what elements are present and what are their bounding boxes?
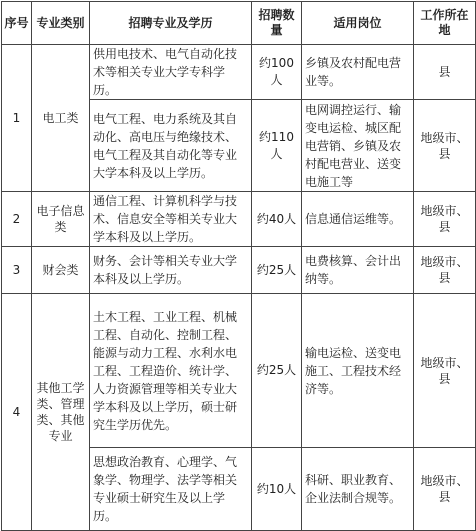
cell-position: 乡镇及农村配电营业等。 — [302, 45, 414, 100]
table-row — [2, 192, 476, 247]
header-location: 工作所在地 — [414, 2, 476, 45]
cell-count: 约25人 — [252, 294, 302, 448]
table-row — [2, 247, 476, 294]
cell-category: 电工类 — [32, 45, 90, 192]
cell-count: 约110人 — [252, 100, 302, 192]
cell-position: 输电运检、送变电施工、工程技术经济等。 — [302, 294, 414, 448]
cell-index: 3 — [2, 247, 32, 294]
cell-index: 2 — [2, 192, 32, 247]
cell-count: 约10人 — [252, 448, 302, 531]
cell-category: 其他工学类、管理类、其他专业 — [32, 294, 90, 531]
cell-major: 电气工程、电力系统及其自动化、高电压与绝缘技术、电气工程及其自动化等专业大学本科及以上学历。 — [90, 100, 252, 192]
cell-position: 电费核算、会计出纳等。 — [302, 247, 414, 294]
header-row — [2, 2, 476, 45]
cell-category: 电子信息类 — [32, 192, 90, 247]
cell-position: 科研、职业教育、企业法制合规等。 — [302, 448, 414, 531]
cell-major: 通信工程、计算机科学与技术、信息安全等相关专业大学本科及以上学历。 — [90, 192, 252, 247]
table-row — [2, 294, 476, 448]
cell-index: 1 — [2, 45, 32, 192]
header-count: 招聘数量 — [252, 2, 302, 45]
cell-location: 县 — [414, 45, 476, 100]
cell-major: 思想政治教育、心理学、气象学、物理学、法学等相关专业硕士研究生及以上学历。 — [90, 448, 252, 531]
cell-category: 财会类 — [32, 247, 90, 294]
header-position: 适用岗位 — [302, 2, 414, 45]
cell-index: 4 — [2, 294, 32, 531]
cell-location: 地级市、县 — [414, 294, 476, 448]
cell-count: 约25人 — [252, 247, 302, 294]
header-major: 招聘专业及学历 — [90, 2, 252, 45]
cell-count: 约100人 — [252, 45, 302, 100]
cell-position: 电网调控运行、输变电运检、城区配电营销、乡镇及农村配电营业、送变电施工等 — [302, 100, 414, 192]
header-index: 序号 — [2, 2, 32, 45]
table-row — [2, 45, 476, 100]
cell-location: 地级市、县 — [414, 247, 476, 294]
cell-major: 财务、会计等相关专业大学本科及以上学历。 — [90, 247, 252, 294]
cell-count: 约40人 — [252, 192, 302, 247]
cell-location: 地级市、县 — [414, 448, 476, 531]
cell-position: 信息通信运维等。 — [302, 192, 414, 247]
cell-location: 地级市、县 — [414, 192, 476, 247]
header-category: 专业类别 — [32, 2, 90, 45]
cell-major: 土木工程、工业工程、机械工程、自动化、控制工程、能源与动力工程、水利水电工程、工程造价、统计学、人力资源管理等相关专业大学本科及以上学历，硕士研究生学历优先。 — [90, 294, 252, 448]
recruitment-table — [1, 1, 476, 531]
cell-location: 地级市、县 — [414, 100, 476, 192]
cell-major: 供用电技术、电气自动化技术等相关专业大学专科学历。 — [90, 45, 252, 100]
